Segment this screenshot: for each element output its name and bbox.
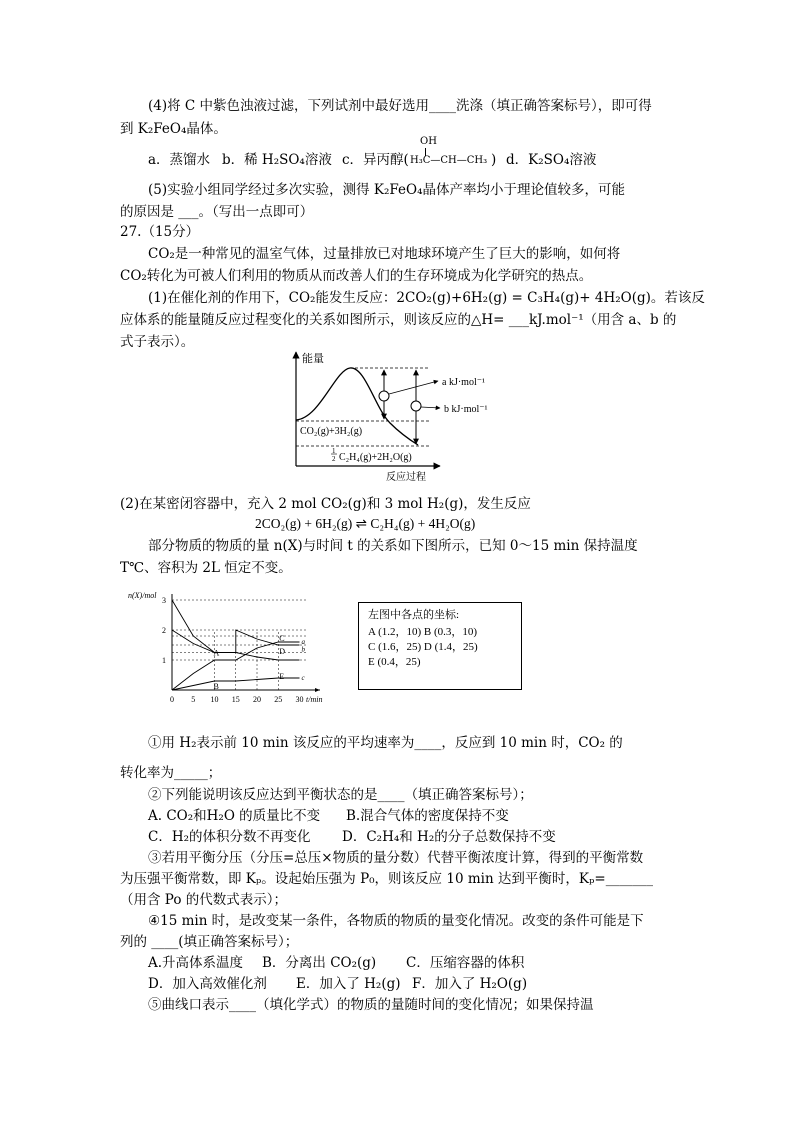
q27-part2-line1: (2)在某密闭容器中，充入 2 mol CO₂(g)和 3 mol H₂(g)，发生反应 (120, 496, 531, 512)
q27-sub1-line1: ①用 H₂表示前 10 min 该反应的平均速率为____，反应到 10 min 时，CO₂ 的 (148, 735, 623, 751)
chart-ylabel: n(X)/mol (128, 591, 157, 600)
structure-oh: OH (420, 136, 437, 147)
energy-label-a: a kJ·mol⁻¹ (442, 377, 485, 388)
energy-products-frac-den: 2 (332, 455, 336, 463)
energy-products: C₂H₄(g)+2H₂O(g) (339, 452, 412, 463)
q27-sub4-line1: ④15 min 时，是改变某一条件，各物质的物质的量变化情况。改变的条件可能是下 (148, 913, 644, 929)
q27-sub2-optC: C．H₂的体积分数不再变化 (148, 829, 311, 845)
q27-sub4-optB: B．分离出 CO₂(g) (262, 955, 377, 971)
q27-sub4-optE: E．加入了 H₂(g) (296, 976, 401, 992)
q27-sub3-line3: （用含 Po 的代数式表示）； (120, 892, 287, 908)
coord-row1: A (1.2，10) B (0.3，10) (368, 626, 478, 638)
energy-diagram (280, 348, 520, 484)
chart-x-tick: 25 (274, 695, 283, 704)
q27-sub3-line1: ③若用平衡分压（分压=总压×物质的量分数）代替平衡浓度计算，得到的平衡常数 (148, 850, 644, 866)
q4-line1: (4)将 C 中紫色浊液过滤，下列试剂中最好选用____洗涤（填正确答案标号），即可得 (148, 98, 652, 114)
q27-part1-line1: (1)在催化剂的作用下，CO₂能发生反应：2CO₂(g)+6H₂(g) = C₃H₄(g)+ 4H₂O(g)。若该反 (148, 290, 705, 306)
energy-xlabel: 反应过程 (386, 472, 426, 483)
q27-intro1: CO₂是一种常见的温室气体，过量排放已对地球环境产生了巨大的影响，如何将 (148, 246, 621, 262)
coord-row3: E (0.4，25) (368, 656, 421, 668)
q4-option-b: b．稀 H₂SO₄溶液 (222, 152, 332, 168)
chart-x-tick: 5 (191, 695, 196, 704)
chart-xlabel: t/min (306, 695, 323, 704)
q27-sub1-line2: 转化率为_____； (120, 765, 222, 781)
q4-option-c: c．异丙醇( (342, 152, 409, 168)
energy-ylabel: 能量 (302, 353, 324, 365)
q27-sub5-line1: ⑤曲线口表示____（填化学式）的物质的量随时间的变化情况；如果保持温 (148, 997, 594, 1013)
q4-option-d: d．K₂SO₄溶液 (506, 152, 597, 168)
chart-point-label: E (279, 672, 285, 681)
q27-sub4-optC: C．压缩容器的体积 (406, 955, 525, 971)
energy-reactants: CO₂(g)+3H₂(g) (300, 426, 363, 437)
q27-sub2-optB: B.混合气体的密度保持不变 (346, 808, 509, 824)
chart-curve-label: c (301, 674, 305, 682)
chart-y-tick: 1 (162, 656, 166, 665)
q27-sub4-optA: A.升高体系温度 (148, 955, 244, 971)
q4-line2: 到 K₂FeO₄晶体。 (120, 121, 227, 137)
q27-sub4-optF: F．加入了 H₂O(g) (412, 976, 528, 992)
structure-chain: H₃C—CH—CH₃ (410, 155, 488, 166)
q27-sub2-line1: ②下列能说明该反应达到平衡状态的是____（填正确答案标号）； (148, 787, 533, 803)
q27-sub2-optA: A. CO₂和H₂O 的质量比不变 (148, 808, 321, 824)
chart-x-arrow (315, 688, 320, 692)
coordinates-box (358, 602, 522, 690)
q4-option-a: a．蒸馏水 (148, 152, 211, 168)
chart-point-label: C (279, 634, 285, 643)
chart-point-label: D (279, 647, 286, 656)
amount-time-chart (128, 590, 328, 710)
chart-point-label: A (213, 648, 220, 658)
q27-part2-equation: 2CO₂(g) + 6H₂(g) ⇌ C₂H₄(g) + 4H₂O(g) (255, 516, 476, 531)
chart-point-label: B (213, 682, 219, 691)
marker-b (411, 401, 421, 411)
q27-intro2: CO₂转化为可被人们利用的物质从而改善人们的生存环境成为化学研究的热点。 (120, 268, 593, 284)
energy-products-frac-num: 1 (332, 447, 336, 455)
chart-x-tick: 20 (253, 695, 261, 704)
chart-x-tick: 10 (210, 695, 219, 704)
q27-part2-line3: T℃、容积为 2L 恒定不变。 (120, 560, 292, 576)
q27-sub4-optD: D．加入高效催化剂 (148, 976, 267, 992)
q27-sub3-line2: 为压强平衡常数，即 Kₚ。设起始压强为 P₀，则该反应 10 min 达到平衡时，Kₚ=_______ (120, 871, 653, 887)
chart-y-tick: 2 (162, 626, 166, 635)
q5-line1: (5)实验小组同学经过多次实验，测得 K₂FeO₄晶体产率均小于理论值较多，可能 (148, 182, 626, 198)
chart-x-tick: 30 (295, 695, 304, 704)
marker-a (379, 391, 389, 401)
chart-curve-label: a (301, 638, 305, 646)
q27-part2-line2: 部分物质的物质的量 n(X)与时间 t 的关系如下图所示，已知 0～15 min 保持温度 (148, 538, 638, 554)
chart-x-tick: 15 (231, 695, 240, 704)
chart-y-tick: 3 (162, 596, 166, 605)
q27-part1-line3: 式子表示）。 (120, 334, 195, 350)
q4-option-c-close: ) (491, 152, 497, 168)
chart-curve-label: b (301, 645, 305, 654)
coord-row2: C (1.6，25) D (1.4，25) (368, 641, 478, 653)
coord-title: 左图中各点的坐标: (368, 609, 460, 621)
q5-line2: 的原因是 ___。（写出一点即可） (120, 204, 314, 220)
q27-header: 27.（15分） (120, 224, 200, 240)
energy-label-b: b kJ·mol⁻¹ (444, 404, 488, 415)
q27-sub4-line2: 列的 ____(填正确答案标号）； (120, 934, 299, 950)
q27-sub2-optD: D．C₂H₄和 H₂的分子总数保持不变 (342, 829, 556, 845)
chart-x-tick: 0 (170, 695, 174, 704)
q27-part1-line2: 应体系的能量随反应过程变化的关系如图所示，则该反应的△H= ___kJ.mol⁻¹（用含 a、b 的 (120, 312, 677, 328)
